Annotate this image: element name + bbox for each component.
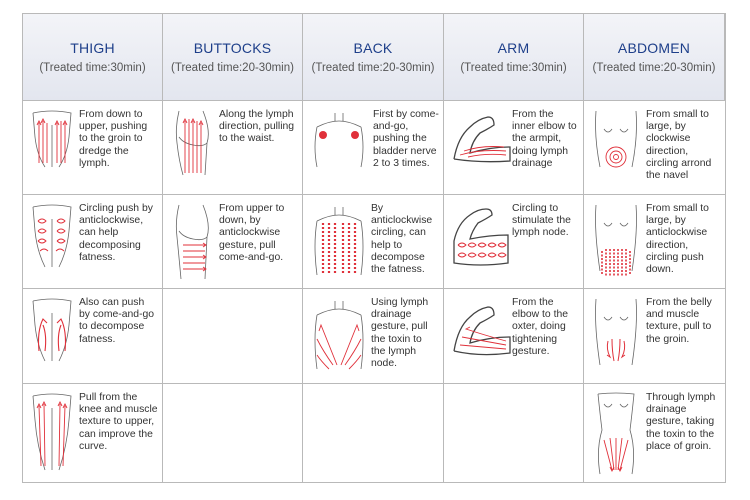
back-illustration-icon (309, 201, 369, 281)
treatment-table (22, 13, 726, 483)
instruction-text: First by come-and-go, pushing the bladder nerve 2 to 3 times. (373, 109, 439, 169)
cell-buttocks-4 (163, 384, 303, 482)
instruction-text: Circling push by anticlockwise, can help decomposing fatness. (79, 203, 153, 263)
thigh-illustration-icon (29, 107, 75, 169)
abdomen-illustration-icon (590, 295, 642, 373)
cell-back-1 (303, 101, 444, 195)
cell-buttocks-2 (163, 195, 303, 289)
cell-arm-1 (444, 101, 584, 195)
cell-buttocks-1 (163, 101, 303, 195)
column-title: ARM (497, 40, 530, 56)
cell-buttocks-3 (163, 289, 303, 384)
column-title: THIGH (70, 40, 115, 56)
column-time: (Treated time:30min) (39, 62, 146, 74)
column-time: (Treated time:20-30min) (311, 62, 435, 74)
back-illustration-icon (309, 107, 369, 177)
instruction-text: By anticlockwise circling, can help to decompose the fatness. (371, 203, 433, 276)
back-illustration-icon (309, 295, 369, 375)
header-abdomen (584, 14, 725, 101)
header-buttocks (163, 14, 303, 101)
instruction-text: From down to upper, pushing to the groin to dredge the lymph. (79, 109, 148, 169)
cell-back-4 (303, 384, 444, 482)
column-title: BACK (353, 40, 393, 56)
cell-abdomen-4 (584, 384, 725, 482)
instruction-text: Along the lymph direction, pulling to the waist. (219, 109, 295, 145)
cell-arm-2 (444, 195, 584, 289)
column-title: BUTTOCKS (193, 40, 272, 56)
cell-abdomen-3 (584, 289, 725, 384)
cell-arm-4 (444, 384, 584, 482)
instruction-text: From upper to down, by anticlockwise gesture, pull come-and-go. (219, 203, 285, 263)
instruction-text: Using lymph drainage gesture, pull the toxin to the lymph node. (371, 297, 429, 370)
abdomen-illustration-icon (590, 107, 642, 179)
instruction-text: Pull from the knee and muscle texture to upper, can improve the curve. (79, 392, 158, 452)
thigh-illustration-icon (29, 295, 75, 365)
header-back (303, 14, 444, 101)
instruction-text: From small to large, by anticlockwise direction, circling push down. (646, 203, 709, 276)
instruction-text: From the inner elbow to the armpit, doing lymph drainage (512, 109, 577, 169)
instruction-text: From the belly and muscle texture, pull to the groin. (646, 297, 712, 345)
cell-back-2 (303, 195, 444, 289)
thigh-illustration-icon (29, 390, 75, 472)
instruction-text: From small to large, by clockwise direction, circling arrond the navel (646, 109, 712, 182)
cell-thigh-3 (23, 289, 163, 384)
abdomen-illustration-icon (590, 201, 642, 281)
thigh-illustration-icon (29, 201, 75, 271)
instruction-text: From the elbow to the oxter, doing tightening gesture. (512, 297, 569, 357)
table-grid (23, 14, 725, 482)
cell-abdomen-1 (584, 101, 725, 195)
column-time: (Treated time:20-30min) (171, 62, 294, 74)
header-thigh (23, 14, 163, 101)
cell-arm-3 (444, 289, 584, 384)
buttocks-illustration-icon (169, 107, 215, 177)
cell-thigh-4 (23, 384, 163, 482)
instruction-text: Also can push by come-and-go to decompose fatness. (79, 297, 155, 345)
cell-back-3 (303, 289, 444, 384)
cell-thigh-2 (23, 195, 163, 289)
cell-abdomen-2 (584, 195, 725, 289)
column-time: (Treated time:20-30min) (592, 62, 716, 74)
instruction-text: Circling to stimulate the lymph node. (512, 203, 571, 239)
buttocks-illustration-icon (169, 201, 215, 281)
cell-thigh-1 (23, 101, 163, 195)
abdomen-illustration-icon (590, 390, 642, 476)
instruction-text: Through lymph drainage gesture, taking the toxin to the place of groin. (646, 392, 716, 452)
arm-illustration-icon (450, 201, 510, 271)
column-time: (Treated time:30min) (460, 62, 567, 74)
arm-illustration-icon (450, 107, 514, 163)
arm-illustration-icon (450, 295, 512, 359)
header-arm (444, 14, 584, 101)
column-title: ABDOMEN (617, 40, 691, 56)
